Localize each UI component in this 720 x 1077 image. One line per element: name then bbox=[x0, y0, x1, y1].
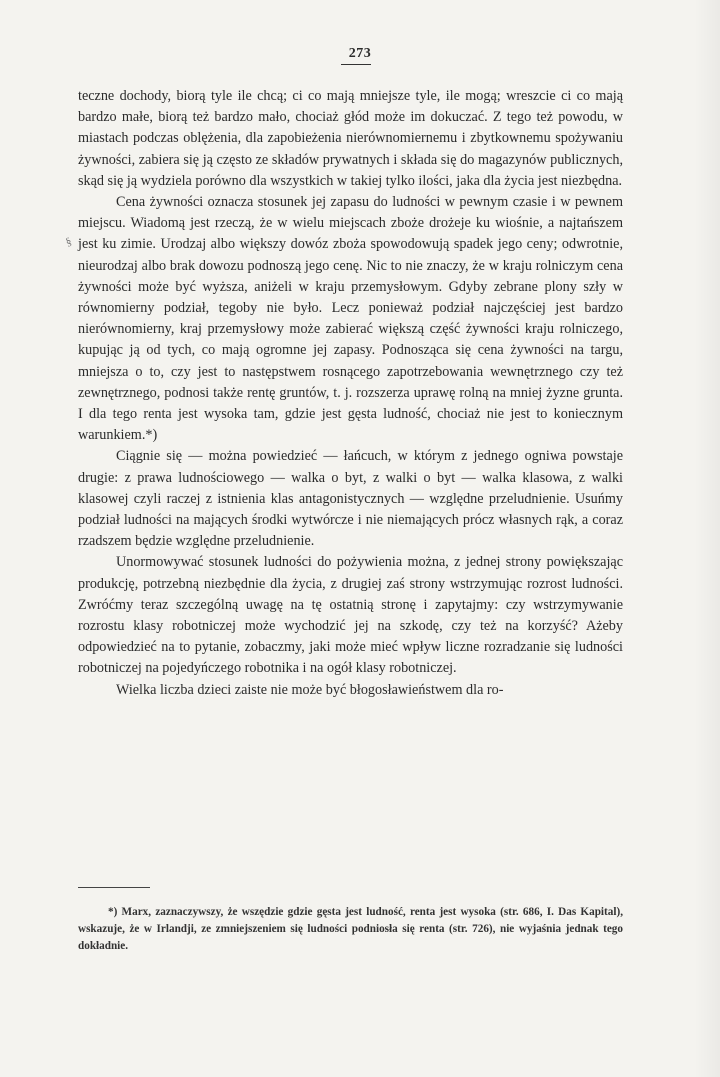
footnote-divider bbox=[78, 887, 150, 888]
page-number-underline bbox=[341, 64, 371, 65]
paragraph-chain: Ciągnie się — można powiedzieć — łańcuch, w którym z jednego ogniwa powstaje drugie: z prawa ludnościowego — walka o byt, z walki o byt — walka klasowa, z walki klasowej czyli raczej z istnienia klas antagonistycznych — względne przeludnienie. Usuńmy podział ludności na mających środki wytwórcze i nie niemających prócz własnych rąk, a coraz rzadszem będzie względne przeludnienie. bbox=[78, 448, 623, 550]
margin-pencil-mark: § bbox=[64, 235, 74, 249]
paragraph-population-ratio: Unormowywać stosunek ludności do pożywienia można, z jednej strony powiększając produkcję, potrzebną niezbędnie dla życia, z drugiej zaś strony wstrzymując rozrost ludności. Zwróćmy teraz szczególną uwagę na tę ostatnią stronę i zapytajmy: czy wstrzymywanie rozrostu klasy robotniczej może wychodzić jej na szkodę, czy też na korzyść? Ażeby odpowiedzieć na to pytanie, zobaczmy, jaki może mieć wpływ liczne rozradzanie się ludności robotniczej na pojedyńczego robotnika i na ogół klasy robotniczej. bbox=[78, 554, 623, 677]
footnote-text: *) Marx, zaznaczywszy, że wszędzie gdzie gęsta jest ludność, renta jest wysoka (str. 686, I. Das Kapital), wskazuje, że w Irlandji, ze zmniejszeniem się ludności podniosła się renta (str. 726), nie wyjaśnia jednak tego dokładnie. bbox=[78, 906, 623, 952]
page-edge-shadow bbox=[694, 0, 720, 1077]
footnote bbox=[78, 904, 623, 955]
body-text bbox=[78, 86, 623, 701]
paragraph-food-price: Cena żywności oznacza stosunek jej zapasu do ludności w pewnym czasie i w pewnem miejscu. Wiadomą jest rzeczą, że w wielu miejscach zboże drożeje ku wiośnie, a najtańszem jest ku zimie. Urodzaj albo większy dowóz zboża spowodowują spadek jego ceny; odwrotnie, nieurodzaj albo brak dowozu podnoszą jego cenę. Nic to nie znaczy, że w kraju rolniczym cena żywności może być wyższa, aniżeli w kraju przemysłowym. Gdyby zebrane plony szły w równomierny podział, tegoby nie było. Lecz ponieważ podział najczęściej jest bardzo nierównomierny, kraj przemysłowy może zabierać większą część żywności kraju rolniczego, kupując ją od tych, co mają ogromne jej zapasy. Podnosząca się cena żywności na targu, mniejsza o to, czy jest to następstwem rosnącego zapotrzebowania wewnętrznego czy też zewnętrznego, podnosi także rentę gruntów, t. j. rozszerza uprawę rolną na mniej żyzne grunta. I dla tego renta jest wysoka tam, gdzie jest gęsta ludność, chociaż nie jest to koniecznym warunkiem.*) bbox=[78, 194, 623, 444]
paragraph-continuation: teczne dochody, biorą tyle ile chcą; ci co mają mniejsze tyle, ile mogą; wreszcie ci co mają bardzo małe, biorą też bardzo mało, chociaż głód może im dokuczać. Z tego też powodu, w miastach podczas oblężenia, dla zapobieżenia nierównomiernemu i zbytkownemu spożywaniu żywności, zabiera się ją często ze składów prywatnych i składa się do magazynów publicznych, skąd się ją wydziela porówno dla wszystkich w takiej tylko ilości, jaka dla życia jest niezbędna. bbox=[78, 88, 623, 189]
paragraph-children: Wielka liczba dzieci zaiste nie może być błogosławieństwem dla ro- bbox=[116, 681, 504, 698]
page-number: 273 bbox=[348, 46, 372, 61]
